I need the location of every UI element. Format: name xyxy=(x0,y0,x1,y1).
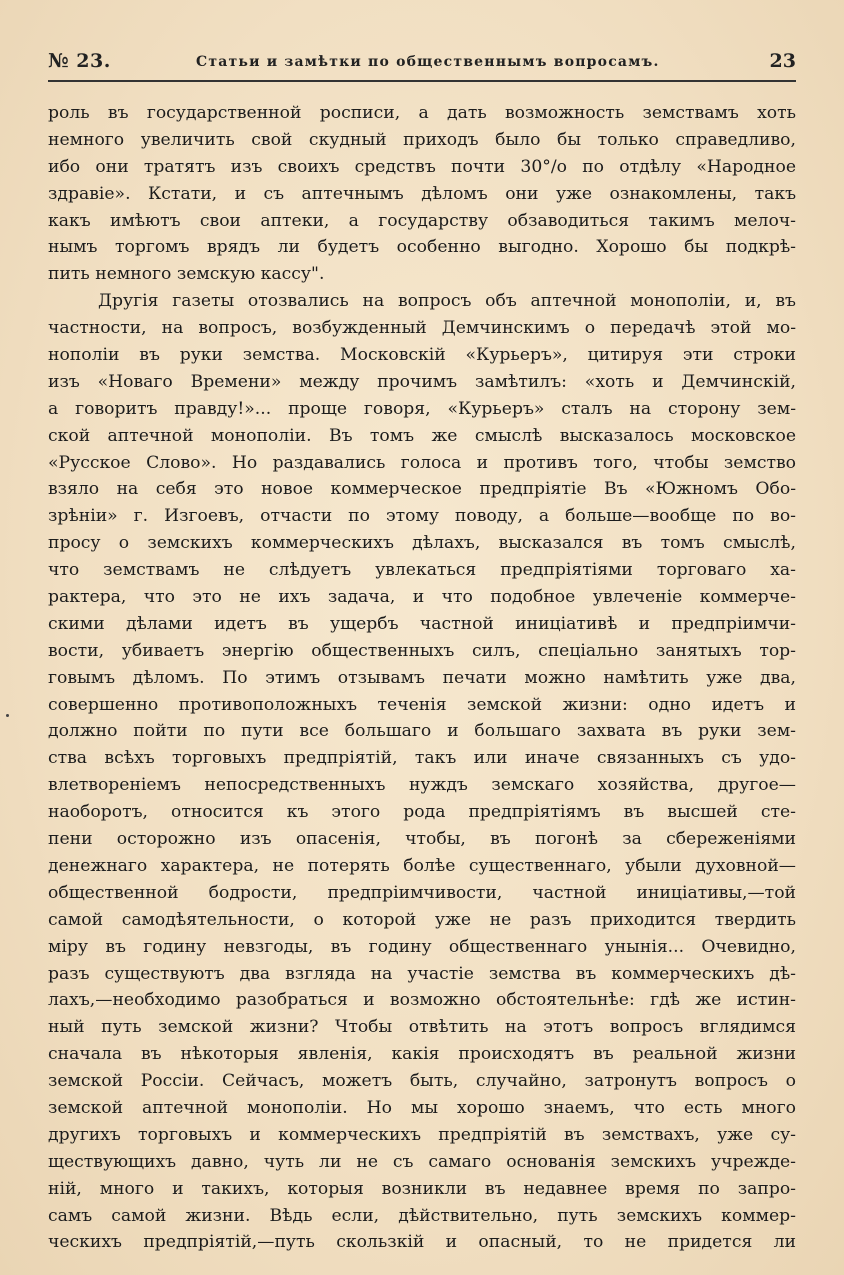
text-line: «Русское Слово». Но раздавались голоса и противъ того, чтобы земство xyxy=(48,452,796,473)
text-line: наоборотъ, относится къ этого рода предпріятіямъ въ высшей сте- xyxy=(48,802,796,823)
text-line: другихъ торговыхъ и коммерческихъ предпріятій въ земствахъ, уже су- xyxy=(48,1124,796,1145)
text-line: міру въ годину невзгоды, въ годину общественнаго унынія... Очевидно, xyxy=(48,936,796,957)
text-line: нымъ торгомъ врядъ ли будетъ особенно выгодно. Хорошо бы подкрѣ- xyxy=(48,237,796,258)
text-line: вости, убиваетъ энергію общественныхъ силъ, спеціально занятыхъ тор- xyxy=(48,640,796,661)
text-line: земской Россіи. Сейчасъ, можетъ быть, случайно, затронутъ вопросъ о xyxy=(48,1071,796,1092)
text-line: самъ самой жизни. Вѣдь если, дѣйствительно, путь земскихъ коммер- xyxy=(48,1205,796,1226)
header-rule xyxy=(48,80,796,82)
text-line: а говоритъ правду!»... проще говоря, «Курьеръ» сталъ на сторону зем- xyxy=(48,398,796,419)
text-line: взяло на себя это новое коммерческое предпріятіе Въ «Южномъ Обо- xyxy=(48,479,796,500)
text-line: лахъ,—необходимо разобраться и возможно обстоятельнѣе: гдѣ же истин- xyxy=(48,990,796,1011)
text-line: разъ существуютъ два взгляда на участіе земства въ коммерческихъ дѣ- xyxy=(48,963,796,984)
text-line: должно пойти по пути все большаго и большаго захвата въ руки зем- xyxy=(48,721,796,742)
text-line: говымъ дѣломъ. По этимъ отзывамъ печати можно намѣтить уже два, xyxy=(48,667,796,688)
text-line: скими дѣлами идетъ въ ущербъ частной иниціативѣ и предпріимчи- xyxy=(48,613,796,634)
text-line: влетвореніемъ непосредственныхъ нуждъ земскаго хозяйства, другое— xyxy=(48,775,796,796)
text-line: роль въ государственной росписи, а дать возможность земствамъ хоть xyxy=(48,103,796,123)
text-line: совершенно противоположныхъ теченія земской жизни: одно идетъ и xyxy=(48,694,796,715)
text-line: ибо они тратятъ изъ своихъ средствъ почти 30°/о по отдѣлу «Народное xyxy=(48,156,796,177)
text-line: рактера, что это не ихъ задача, и что подобное увлеченіе коммерче- xyxy=(48,587,796,608)
text-line: пить немного земскую кассу". xyxy=(48,264,325,285)
text-line: ный путь земской жизни? Чтобы отвѣтить на этотъ вопросъ вглядимся xyxy=(48,1017,796,1038)
text-line: ства всѣхъ торговыхъ предпріятій, такъ или иначе связанныхъ съ удо- xyxy=(48,748,796,769)
text-line: здравіе». Кстати, и съ аптечнымъ дѣломъ они уже ознакомлены, такъ xyxy=(48,183,796,204)
text-line: нополіи въ руки земства. Московскій «Курьеръ», цитируя эти строки xyxy=(48,345,796,366)
text-line: частности, на вопросъ, возбужденный Демчинскимъ о передачѣ этой мо- xyxy=(48,318,796,339)
text-line: зрѣніи» г. Изгоевъ, отчасти по этому поводу, а больше—вообще по во- xyxy=(48,506,796,527)
text-line: ществующихъ давно, чуть ли не съ самаго основанія земскихъ учрежде- xyxy=(48,1151,796,1172)
text-line: пени осторожно изъ опасенія, чтобы, въ погонѣ за сбереженіями xyxy=(48,829,796,850)
text-line: Другія газеты отозвались на вопросъ объ аптечной монополіи, и, въ xyxy=(98,291,796,312)
text-line: какъ имѣютъ свои аптеки, а государству обзаводиться такимъ мелоч- xyxy=(48,210,796,231)
text-line: самой самодѣятельности, о которой уже не разъ приходится твердить xyxy=(48,909,796,930)
margin-speck xyxy=(6,714,9,717)
text-line: общественной бодрости, предпріимчивости, частной иниціативы,—той xyxy=(48,882,796,903)
running-header xyxy=(48,50,796,78)
text-line: денежнаго характера, не потерять болѣе существеннаго, убыли духовной— xyxy=(48,855,796,876)
text-line: просу о земскихъ коммерческихъ дѣлахъ, высказался въ томъ смыслѣ, xyxy=(48,533,796,554)
text-line: сначала въ нѣкоторыя явленія, какія происходятъ въ реальной жизни xyxy=(48,1044,796,1065)
text-line: ній, много и такихъ, которыя возникли въ недавнее время по запро- xyxy=(48,1178,796,1199)
issue-number: № 23. xyxy=(48,50,111,72)
text-line: что земствамъ не слѣдуетъ увлекаться предпріятіями торговаго ха- xyxy=(48,560,796,581)
body-text xyxy=(48,100,796,1256)
text-line: земской аптечной монополіи. Но мы хорошо знаемъ, что есть много xyxy=(48,1097,796,1118)
text-line: ческихъ предпріятій,—путь скользкій и опасный, то не придется ли xyxy=(48,1232,796,1253)
text-line: немного увеличить свой скудный приходъ было бы только справедливо, xyxy=(48,129,796,150)
page-number: 23 xyxy=(769,50,796,72)
text-line: изъ «Новаго Времени» между прочимъ замѣтилъ: «хоть и Демчинскій, xyxy=(48,371,796,392)
text-line: ской аптечной монополіи. Въ томъ же смыслѣ высказалось московское xyxy=(48,425,796,446)
section-title: Статьи и замѣтки по общественнымъ вопросамъ. xyxy=(196,54,660,70)
